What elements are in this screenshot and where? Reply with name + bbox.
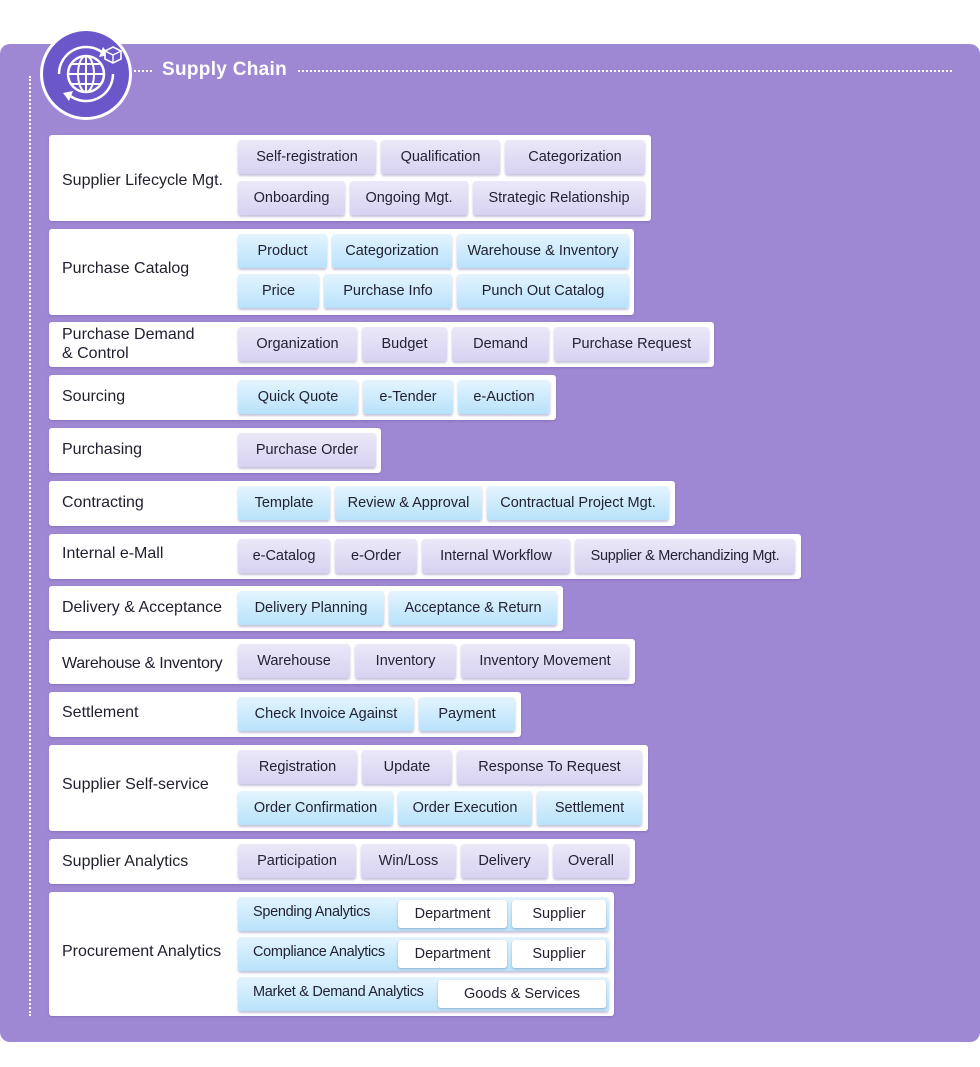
tag-budget[interactable]: Budget: [362, 327, 447, 361]
group-label: Market & Demand Analytics: [253, 984, 424, 1000]
tag-e-catalog[interactable]: e-Catalog: [238, 539, 330, 573]
tag-purchase-info[interactable]: Purchase Info: [324, 274, 452, 308]
row-label: Delivery & Acceptance: [62, 599, 223, 616]
tag-acceptance-return[interactable]: Acceptance & Return: [389, 591, 557, 625]
tag-e-auction[interactable]: e-Auction: [458, 380, 550, 414]
tag-contractual-project-mgt[interactable]: Contractual Project Mgt.: [487, 486, 669, 520]
group-label: Compliance Analytics: [253, 944, 385, 960]
tag-response-to-request[interactable]: Response To Request: [457, 750, 642, 784]
row-supplier-self-service: [49, 745, 648, 831]
tag-e-order[interactable]: e-Order: [335, 539, 417, 573]
row-settlement: [49, 692, 521, 737]
group-compliance-analytics: [238, 937, 609, 971]
dotted-connector-right: [298, 70, 952, 72]
tag-categorization[interactable]: Categorization: [332, 234, 452, 268]
group-market-demand-analytics: [238, 977, 609, 1011]
dotted-connector-vertical: [29, 76, 31, 1016]
row-warehouse-inventory: [49, 639, 635, 684]
tag-inventory-movement[interactable]: Inventory Movement: [461, 644, 629, 678]
row-purchasing: [49, 428, 381, 473]
tag-department[interactable]: Department: [398, 940, 507, 968]
tag-supplier-merchandizing-mgt[interactable]: Supplier & Merchandizing Mgt.: [575, 539, 795, 573]
tag-overall[interactable]: Overall: [553, 844, 629, 878]
tag-quick-quote[interactable]: Quick Quote: [238, 380, 358, 414]
row-label: Purchase Catalog: [62, 260, 190, 277]
row-supplier-lifecycle: [49, 135, 651, 221]
tag-delivery[interactable]: Delivery: [461, 844, 548, 878]
row-sourcing: [49, 375, 556, 420]
row-label: Internal e-Mall: [62, 545, 164, 562]
tag-purchase-order[interactable]: Purchase Order: [238, 433, 376, 467]
tag-ongoing-mgt[interactable]: Ongoing Mgt.: [350, 181, 468, 215]
tag-payment[interactable]: Payment: [419, 697, 515, 731]
tag-warehouse-inventory[interactable]: Warehouse & Inventory: [457, 234, 629, 268]
tag-onboarding[interactable]: Onboarding: [238, 181, 345, 215]
tag-purchase-request[interactable]: Purchase Request: [554, 327, 709, 361]
package-icon: [103, 45, 123, 65]
row-label: Contracting: [62, 494, 144, 511]
row-label: Warehouse & Inventory: [62, 655, 223, 672]
row-label-line1: Purchase Demand: [62, 326, 195, 343]
row-label: Supplier Analytics: [62, 853, 189, 870]
row-purchase-catalog: [49, 229, 634, 315]
tag-categorization[interactable]: Categorization: [505, 140, 645, 174]
tag-inventory[interactable]: Inventory: [355, 644, 456, 678]
tag-participation[interactable]: Participation: [238, 844, 356, 878]
tag-product[interactable]: Product: [238, 234, 327, 268]
dotted-connector-left: [134, 70, 152, 72]
row-label: Supplier Self-service: [62, 776, 209, 793]
row-label: Procurement Analytics: [62, 943, 222, 960]
tag-update[interactable]: Update: [362, 750, 452, 784]
tag-goods-services[interactable]: Goods & Services: [438, 980, 606, 1008]
group-spending-analytics: [238, 897, 609, 931]
tag-registration[interactable]: Registration: [238, 750, 357, 784]
tag-supplier[interactable]: Supplier: [512, 900, 606, 928]
row-label: Supplier Lifecycle Mgt.: [62, 172, 223, 189]
tag-price[interactable]: Price: [238, 274, 319, 308]
row-label: Settlement: [62, 704, 139, 721]
tag-strategic-relationship[interactable]: Strategic Relationship: [473, 181, 645, 215]
tag-organization[interactable]: Organization: [238, 327, 357, 361]
tag-department[interactable]: Department: [398, 900, 507, 928]
row-delivery-acceptance: [49, 586, 563, 631]
group-label: Spending Analytics: [253, 904, 371, 920]
page-title: Supply Chain: [162, 59, 287, 80]
tag-review-approval[interactable]: Review & Approval: [335, 486, 482, 520]
tag-demand[interactable]: Demand: [452, 327, 549, 361]
tag-order-execution[interactable]: Order Execution: [398, 791, 532, 825]
row-label: Purchasing: [62, 441, 143, 458]
tag-qualification[interactable]: Qualification: [381, 140, 500, 174]
tag-supplier[interactable]: Supplier: [512, 940, 606, 968]
tag-check-invoice-against[interactable]: Check Invoice Against: [238, 697, 414, 731]
globe-refresh-icon: [40, 28, 132, 120]
row-label: Sourcing: [62, 388, 126, 405]
tag-delivery-planning[interactable]: Delivery Planning: [238, 591, 384, 625]
row-purchase-demand: [49, 322, 714, 367]
row-internal-e-mall: [49, 534, 801, 579]
row-label-line2: & Control: [62, 345, 129, 362]
tag-warehouse[interactable]: Warehouse: [238, 644, 350, 678]
tag-self-registration[interactable]: Self-registration: [238, 140, 376, 174]
tag-internal-workflow[interactable]: Internal Workflow: [422, 539, 570, 573]
tag-settlement[interactable]: Settlement: [537, 791, 642, 825]
tag-win-loss[interactable]: Win/Loss: [361, 844, 456, 878]
tag-template[interactable]: Template: [238, 486, 330, 520]
tag-e-tender[interactable]: e-Tender: [363, 380, 453, 414]
row-procurement-analytics: [49, 892, 614, 1016]
tag-order-confirmation[interactable]: Order Confirmation: [238, 791, 393, 825]
tag-punch-out-catalog[interactable]: Punch Out Catalog: [457, 274, 629, 308]
row-supplier-analytics: [49, 839, 635, 884]
row-contracting: [49, 481, 675, 526]
